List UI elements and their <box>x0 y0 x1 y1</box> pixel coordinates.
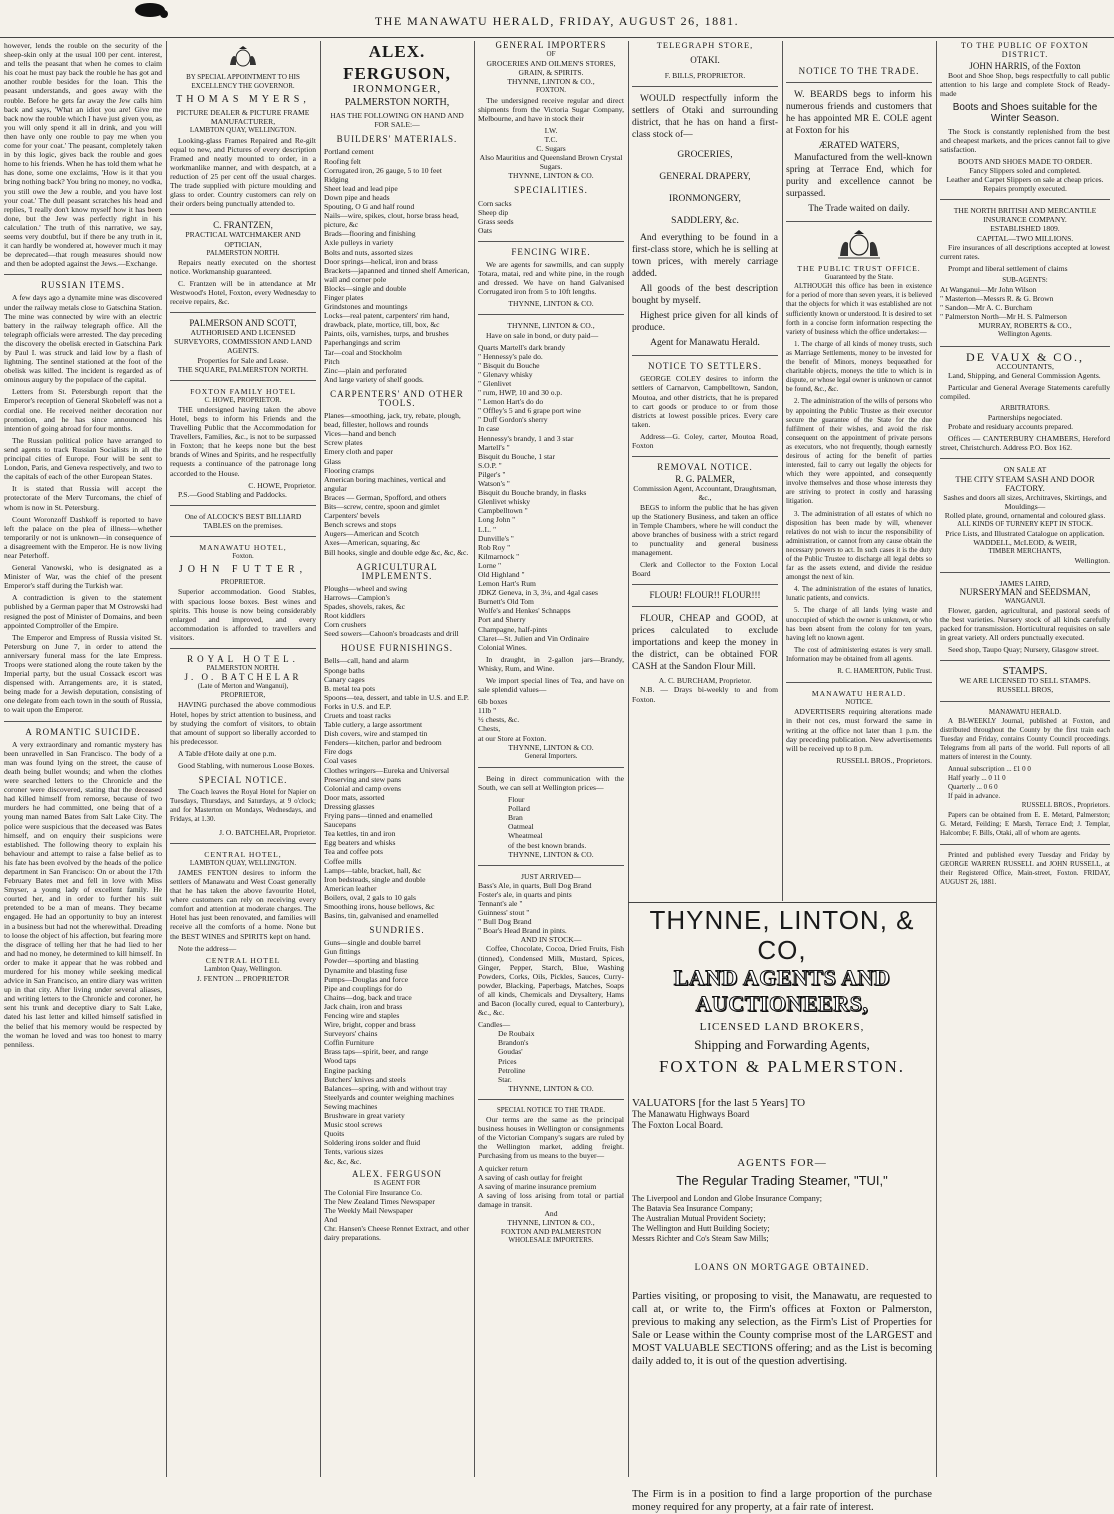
coley-address: Address—G. Coley, carter, Moutoa Road, Foxton <box>632 431 778 451</box>
fencing-heading: FENCING WIRE. <box>511 246 591 257</box>
steam-sash: THE CITY STEAM SASH AND DOOR FACTORY. <box>955 473 1095 493</box>
wide-ad-rule <box>628 902 936 903</box>
wide-brokers: LICENSED LAND BROKERS, <box>699 1021 865 1033</box>
importers-text: The undersigned receive regular and direct shipments from the Victoria Sugar Company, Melbourne, and have in stock their <box>478 95 624 123</box>
thynne-name: THYNNE, LINTON & CO., <box>507 321 595 331</box>
column-right <box>940 41 1110 1477</box>
laird-town: WANGANUI. <box>1004 596 1046 605</box>
agent-list: The Colonial Fire Insurance Co. The New Zealand Times Newspaper The Weekly Mail Newspaper And Chr. Hansen's Cheese Rennet Extract, and other dairy preparations. <box>324 1187 470 1243</box>
divider <box>478 865 624 866</box>
special-notice-heading: SPECIAL NOTICE. <box>198 775 288 786</box>
arrived-heading: JUST ARRIVED— <box>521 871 581 881</box>
divider <box>632 456 778 457</box>
wide-boards: The Manawatu Highways Board The Foxton Local Board. <box>632 1109 750 1130</box>
divider <box>940 572 1110 573</box>
wide-valuators: VALUATORS [for the last 5 Years] TO <box>632 1097 806 1109</box>
bills-text: WOULD respectfully inform the settlers of Otaki and surrounding district, that he has on hand a first-class stock of— <box>632 94 778 141</box>
partnerships: Partnerships negociated. <box>987 413 1063 423</box>
column-rule <box>474 41 475 1477</box>
burcham-note: N.B. — Drays bi-weekly to and from Foxton. <box>632 685 778 704</box>
thynne-name: THYNNE, LINTON & CO., <box>507 77 595 87</box>
telegraph-store-heading: TELEGRAPH STORE, <box>656 40 754 50</box>
ferguson-trade: IRONMONGER, <box>352 83 442 95</box>
central-hotel-address: LAMBTON QUAY, WELLINGTON. <box>189 858 297 867</box>
trust-item: 2. The administration of the wills of persons who by appointing the Public Trustee as their executor secure the guarantee of the State for the due fulfilment of their wishes, and avoid the risk consequent on the appointment of private persons as executors, who not frequently, though earnestly desirous of acting for the benefit of parties interested, fail to carry out legally the objects for which they were appointed, and consequently involve themselves and those whose interests they are striving to protect in costly and harassing litigation. <box>786 397 932 506</box>
special-trade-heading: SPECIAL NOTICE TO THE TRADE. <box>496 1105 606 1114</box>
scott-address: THE SQUARE, PALMERSTON NORTH. <box>177 364 309 374</box>
turnery: ALL KINDS OF TURNERY KEPT IN STOCK. <box>957 520 1093 529</box>
burcham-name: A. C. BURCHAM, Proprietor. <box>658 676 752 686</box>
scott-name: PALMERSON AND SCOTT, <box>189 318 297 329</box>
herald-notice-label: NOTICE. <box>845 698 873 707</box>
harris-name: JOHN HARRIS, of the Foxton <box>969 61 1081 72</box>
price-lists: Price Lists, and Illustrated Catalogue on application. <box>945 529 1105 539</box>
herald-signature: RUSSELL BROS., Proprietors. <box>1021 801 1110 810</box>
column-ferguson <box>324 41 470 1477</box>
agricultural-heading: AGRICULTURAL IMPLEMENTS. <box>356 561 438 581</box>
trust-text: ALTHOUGH this office has been in existence for a period of more than seven years, it is believed that the objects for which it was established are not sufficiently known or understood. It is desired to set forth in a concise form information respecting the variety of business which the office undertakes:— <box>786 282 932 336</box>
column-rule <box>782 41 783 901</box>
ink-blot <box>160 10 168 18</box>
house-list: Bells—call, hand and alarm Sponge baths Canary cages B. metal tea pots Spoons—tea, dessert, and table in U.S. and E.P. Forks in U.S. and E.P. Cruets and toast racks Table cutlery, a large assortment Dish covers, wire and stamped tin Fenders—kitchen, parlor and bedroom Fire dogs Coal vases Clothes wringers—Eureka and Universal Preserving and stew pans Colonial and camp ovens Door mats, assorted Dressing glasses Frying pans—tinned and enamelled Saucepans Tea kettles, tin and iron Egg beaters and whisks Tea and coffee pots Coffee mills Lamps—table, bracket, hall, &c Iron bedsteads, single and double American leather Boilers, oval, 2 gals to 10 gals Smoothing irons, house bellows, &c Basins, tin, galvanised and enamelled <box>324 656 469 921</box>
royal-arms-icon <box>226 45 260 69</box>
candles-list: De Roubaix Brandon's Goudas' Prices Petroline Star. <box>498 1029 535 1084</box>
russian-items-heading: RUSSIAN ITEMS. <box>40 280 125 291</box>
coley-text: GEORGE COLEY desires to inform the settlers of Carnarvon, Campbelltown, Sandon, Moutoa, and other districts, that he is prepared to cart goods or produce to or from those districts at lowest possible prices. Every care taken. <box>632 374 778 429</box>
importers-heading: GENERAL IMPORTERS <box>495 40 607 50</box>
instock-heading: AND IN STOCK— <box>520 935 582 945</box>
importers-of: OF <box>546 50 556 59</box>
fencing-text: We are agents for sawmills, and can supply Totara, matai, red and white pine, in the rough and dressed. We have on hand Galvanised Corrugated iron from 5 to 10ft lengths. <box>478 259 624 297</box>
divider <box>478 767 624 768</box>
builders-heading: BUILDERS' MATERIALS. <box>336 134 458 145</box>
devaux-particular: Particular and General Average Statements carefully compiled. <box>940 382 1110 401</box>
case-list: Hennessy's brandy, 1 and 3 star Martell's " Bisquit du Bouche, 1 star S.O.P. " Pilger's " Watson's " Bisquit du Bouche brandy, in flasks Glenlivet whisky Campbelltown " Long John " L.L. " Dunville's " Rob Roy " Kilmarnock " Lorne " Old Highland " Lemon Hart's Rum JDKZ Geneva, in 3, 3¼, and 4gal cases Burnett's Old Tom Wolfe's and Henkes' Schnapps Port and Sherry Champagne, half-pints Claret—St. Julien and Vin Ordinaire Colonial Wines. <box>478 433 598 652</box>
wholesale-importers: WHOLESALE IMPORTERS. <box>508 1236 594 1245</box>
devaux-name: DE VAUX & CO., <box>966 349 1084 364</box>
russian-item: The Emperor and Empress of Russia visited St. Petersburg on June 7, in order to attend the anniversary funeral mass for the late Empress. Troops were stationed along the route taken by the Imperial party, but the usual Cossack escort was dispensed with. Arrangements are, it is stated, being made for a Jewish deputation, consisting of one delegate from each town in the south of Russia, to wait upon the Emperor. <box>4 632 162 715</box>
fenton-text: JAMES FENTON desires to inform the settlers of Manawatu and West Coast generally that he has taken the above favourite Hotel, where customers can rely on receiving every comfort and attention at moderate charges. The Hotel has just been renovated, and families will receive all the comforts of a home. None but the BEST WINES and SPIRITS kept on hand. <box>170 867 316 941</box>
sundries-heading: SUNDRIES. <box>369 925 425 936</box>
wellington-text: Being in direct communication with the South, we can sell at Wellington prices— <box>478 773 624 792</box>
column-rule <box>936 41 937 1477</box>
beard-text-2: Manufactured from the well-known spring at Terrace End, which for purity and excellence cannot be surpassed. <box>786 153 932 200</box>
ferguson-name: ALEX. FERGUSON, <box>343 42 451 83</box>
bills-text-2: And everything to be found in a first-class store, which he is selling at town prices, with merely carriage added. <box>632 233 778 280</box>
column-otaki <box>632 41 778 901</box>
draught-text: In draught, in 2-gallon jars—Brandy, Whisky, Rum, and Wine. <box>478 654 624 673</box>
tea-text: We import special lines of Tea, and have on sale splendid values— <box>478 676 624 695</box>
divider <box>4 721 162 722</box>
divider <box>632 584 778 585</box>
sashes: Sashes and doors all sizes, Architraves, Skirtings, and Mouldings— <box>943 492 1107 511</box>
wide-firm: THYNNE, LINTON, & CO, <box>649 905 915 965</box>
batchelar-late: (Late of Merton and Wanganui), <box>197 682 289 691</box>
royal-hotel-heading: ROYAL HOTEL. <box>187 653 299 664</box>
fenton-signature: J. FENTON ... PROPRIETOR <box>196 973 290 983</box>
divider <box>940 660 1110 661</box>
batchelar-proprietor: PROPRIETOR, <box>220 691 266 700</box>
wide-loans: LOANS ON MORTGAGE OBTAINED. <box>694 1262 870 1272</box>
flour-heading: FLOUR! FLOUR!! FLOUR!!! <box>649 590 761 601</box>
removal-heading: REMOVAL NOTICE. <box>657 462 753 473</box>
masthead-title: THE MANAWATU HERALD, FRIDAY, AUGUST 26, 1881. <box>374 14 740 28</box>
bills-agent: Agent for Manawatu Herald. <box>650 338 760 349</box>
column-rule <box>628 41 629 1477</box>
herald-notice-text: ADVERTISERS requiring alterations made in their not ces, must forward the same in writing at the office not later than 1 p.m. the day preceding publication. New advertisements will be received up to 8 p.m. <box>786 707 932 753</box>
stabling: Good Stabling, with numerous Loose Boxes. <box>178 761 315 770</box>
frantzen-address: PALMERSTON NORTH. <box>206 248 280 257</box>
flour-text: FLOUR, CHEAP and GOOD, at prices calculated to exclude importations and keep the money in the district, can be obtained FOR CASH at the Sandon Flour Mill. <box>632 614 778 673</box>
trade-text: Our terms are the same as the principal business houses in Wellington or consignments of the Victorian Company's sugars are ruled by the Wellington market, adding freight. Purchasing from us means to the buyer— <box>478 1115 624 1161</box>
nbm-fire: Fire insurances of all descriptions accepted at lowest current rates. <box>940 242 1110 261</box>
divider <box>4 274 162 275</box>
trust-item: 3. The administration of all estates of which no disposition has been made by will, whenever relatives do not wish to incur the responsibility of administration, or cannot from any cause obtain the necessary powers to act. In such cases it is the duty of the Public Trustee to discharge all legal debts so far as the assets extend, and divide the residue amongst the next of kin. <box>786 509 932 582</box>
specialities-heading: SPECIALITIES. <box>514 185 588 196</box>
timber-merchants: TIMBER MERCHANTS, <box>988 547 1062 556</box>
myers-trade: PICTURE DEALER & PICTURE FRAME MANUFACTURER, <box>176 108 310 127</box>
palmer-text: BEGS to inform the public that he has given up the Stationery Business, and taken an office in Temple Chambers, where he will conduct the above branches of business with a strict regard to punctuality and general business management. <box>632 502 778 557</box>
russian-item: Letters from St. Petersburgh report that the Emperor's reception of General Skobeleff was not a cordial one. He received neither decoration nor promotion, and he has since announced his intention of going abroad for four months. <box>4 387 162 433</box>
aerated-waters: ÆRATED WATERS, <box>818 141 900 152</box>
column-rule <box>166 41 167 1477</box>
thynne-name: THYNNE, LINTON & CO. <box>508 849 594 859</box>
divider <box>170 214 316 215</box>
palmer-clerk: Clerk and Collector to the Foxton Local Board <box>632 560 778 579</box>
thynne-name: THYNNE, LINTON & CO. <box>508 1083 594 1093</box>
ferguson-town: PALMERSTON NORTH, <box>344 97 450 109</box>
divider <box>632 606 778 607</box>
batchelar-name: J. O. BATCHELAR <box>184 672 302 683</box>
papers-agents: Papers can be obtained from E. E. Metard, Palmerston; G. Metard, Feilding; E Marsh, Terrace End; J. Templar, Halcombe; F. Bills, Otaki, all of whom are agents. <box>940 810 1110 837</box>
russian-item: General Vanowski, who is designated as a Minister of War, was the chief of the present Emperor's staff during the Turkish war. <box>4 563 162 591</box>
wide-shipping: Shipping and Forwarding Agents, <box>694 1037 870 1052</box>
thynne-name: THYNNE, LINTON & CO. <box>508 171 594 181</box>
frantzen-trade: PRACTICAL WATCHMAKER AND OPTICIAN, <box>185 230 301 249</box>
sundries-list: Guns—single and double barrel Gun fittings Powder—sporting and blasting Dynamite and blasting fuse Pumps—Douglas and force Pipe and couplings for do Chains—dog, back and trace Jack chain, iron and brass Fencing wire and staples Wire, bright, copper and brass Surveyors' chains Coffin Furniture Brass taps—spirit, beer, and range Wood taps Engine packing Butchers' knives and steels Balances—spring, with and without tray Steelyards and counter weighing machines Sewing machines Brushware in great variety Music stool screws Quoits Soldering irons solder and fluid Tents, various sizes &c, &c, &c. <box>324 938 454 1166</box>
otaki-heading: OTAKI. <box>690 55 720 66</box>
beard-text: W. BEARDS begs to inform his numerous friends and customers that he has appointed MR E. COLE agent at Foxton for his <box>786 90 932 137</box>
harris-fancy: Fancy Slippers soled and completed. <box>969 165 1081 175</box>
waddell-name: WADDELL, McLEOD, & WEIR, <box>973 538 1077 548</box>
trade-notice-heading: NOTICE TO THE TRADE. <box>798 66 920 76</box>
sub-agents-heading: SUB-AGENTS: <box>1002 275 1048 284</box>
coach-signature: J. O. BATCHELAR, Proprietor. <box>219 827 316 837</box>
wide-parties: Parties visiting, or proposing to visit, the Manawatu, are requested to call at, or write to, the Firm's offices at Foxton or Palmerston, previous to making any selection, as the Firm's List of Properties for Sale or Lease within the County comprise most of the LARGEST and MOST VALUABLE SECTIONS offering; and as the List is becoming daily added to, it is out of the question advertising. <box>632 1291 932 1367</box>
arbitrators: ARBITRATORS. <box>1000 404 1050 412</box>
murray-town: Wellington Agents. <box>998 330 1052 339</box>
harris-leather: Leather and Carpet Slippers on sale at cheap prices. <box>946 175 1104 185</box>
divider <box>632 86 778 87</box>
palmer-trade: Commission Agent, Accountant, Draughtsman, &c., <box>633 484 777 503</box>
divider <box>170 648 316 649</box>
wide-steamer: The Regular Trading Steamer, "TUI," <box>676 1173 888 1188</box>
divider <box>170 536 316 537</box>
trust-item: 4. The administration of the estates of lunatics, lunatic patients, and convicts. <box>786 585 932 603</box>
probate: Probate and residuary accounts prepared. <box>948 422 1074 432</box>
thynne-name: THYNNE, LINTON & CO., <box>507 1218 595 1228</box>
frantzen-text: C. Frantzen will be in attendance at Mr Westwood's Hotel, Foxton, every Wednesday to receive repairs, &c. <box>170 278 316 307</box>
laird-name: JAMES LAIRD, <box>999 578 1051 588</box>
carpenters-list: Planes—smoothing, jack, try, rebate, plough, bead, fillester, hollows and rounds Vices—hand and bench Screw plates Emery cloth and paper Glass Flooring cramps American boring machines, vertical and angular Braces — German, Spofford, and others Bits—screw, centre, spoon and gimlet Carpenters' bevels Bench screws and stops Augers—American and Scotch Axes—American, squaring, &c Bill hooks, single and double edge &c, &c, &c. <box>324 411 469 557</box>
divider <box>940 701 1110 702</box>
table-dhote: A Table d'Hote daily at one p.m. <box>178 748 277 758</box>
public-heading: TO THE PUBLIC OF FOXTON DISTRICT. <box>961 41 1089 60</box>
divider <box>632 355 778 356</box>
column-news <box>4 41 162 1477</box>
laird-text: Flower, garden, agricultural, and pastoral seeds of the best varieties. Nursery stock of all kinds carefully packed for transmission. Horticultural requisites on sale in great variety. All orders punctually executed. <box>940 605 1110 643</box>
carpenters-heading: CARPENTERS' AND OTHER TOOLS. <box>330 388 464 408</box>
bond-text: Have on sale in bond, or duty paid— <box>486 330 599 340</box>
agricultural-list: Ploughs—wheel and swing Harrows—Campion's Spades, shovels, rakes, &c Root kiddlers Corn crushers Seed sowers—Cahoon's broadcasts and drill <box>324 583 459 639</box>
romantic-suicide-story: A very extraordinary and romantic mystery has been unravelled in San Francisco. The body of a man was found lying on the street, the cause of death being bullet wounds; and when the clothes were searched letters to the Chronicle and the coroner were discovered, stating that the deceased had killed himself from remorse, because of two murders he had committed, one being that of a young man named Bates from Salt Lake City. The police were suspicious that the deceased was Bates himself, and on enquiry their suspicions were established. The following theory to explain his behaviour and attempt to raise a false belief as to his fate has been evolved by the heads of the police department in San Francisco: On or about the 17th February Bates met and fell in love with Miss Smyser, a young lady of excellent family. He courted her, and in order to further his suit pretended to be a man of means. They became engaged. He had an opportunity to buy an interest in a business but had not the wherewithal. Dreading to loose the object of his affection, but fearing more the disgrace of telling her that he had lied to her and had no money, he determined to kill himself. In order to make it appear that he was robbed and murdered for his money while seeking medical advice in San Francisco, an entire diary was written up in that city. After living under several aliases, and writing letters to the Chronicle and coroner, he sent his trunk and deceptive diary to Salt Lake, dated his last letter and killed himself satisfied in the belief that his memory would be respected by the woman he loved and was too honest to marry penniless. <box>4 739 162 1049</box>
nbm-capital: CAPITAL—TWO MILLIONS. <box>976 233 1074 243</box>
divider <box>940 844 1110 845</box>
trust-cost: The cost of administering estates is very small. Information may be obtained from all agents. <box>786 645 932 663</box>
futter-name: JOHN FUTTER, <box>178 564 308 576</box>
and-word: And <box>544 1208 558 1218</box>
herald-notice-heading: MANAWATU HERALD. <box>811 689 907 699</box>
trust-item: 5. The charge of all lands lying waste and unoccupied of which the owner is unknown, or who has been absent from the colony for ten years, having left no known agent. <box>786 606 932 642</box>
russian-item: The Russian political police have arranged to send agents to track Russian Socialists in all the principal cities of Europe. Four will be sent to London, Paris, and Geneva respectively, and two to the capitals of each of the other European States. <box>4 435 162 482</box>
flour-list: Flour Pollard Bran Oatmeal Wheatmeal of the best known brands. <box>508 795 587 850</box>
russian-item: It is stated that Russia will accept the protectorate of the Merv Turcomans, the chief of whom is now in St. Petersburg. <box>4 484 162 512</box>
thynne-name: THYNNE, LINTON & CO. <box>508 742 594 752</box>
herald-heading: MANAWATU HERALD. <box>988 707 1062 716</box>
rolled-glass: Rolled plate, ground, ornamental and coloured glass. <box>944 510 1106 520</box>
divider <box>478 314 624 315</box>
house-heading: HOUSE FURNISHINGS. <box>340 643 453 654</box>
agent-for: IS AGENT FOR <box>373 1178 421 1187</box>
tea-list: 6lb boxes 11lb " ½ chests, &c. Chests, <box>478 697 520 734</box>
fenton-hotel: CENTRAL HOTEL <box>205 955 281 965</box>
thynne-town: FOXTON. <box>535 86 566 95</box>
manawatu-hotel-town: Foxton. <box>232 552 254 561</box>
myers-address: LAMBTON QUAY, WELLINGTON. <box>189 126 297 135</box>
foxton-palmerston: FOXTON AND PALMERSTON <box>500 1227 602 1237</box>
harris-boots: Boots and Shoes suitable for the Winter Season. <box>952 101 1098 124</box>
bills-goods: GROCERIES, GENERAL DRAPERY, IRONMONGERY, SADDLERY, &c. <box>659 150 751 227</box>
foxton-hotel-heading: FOXTON FAMILY HOTEL <box>190 386 296 396</box>
harris-repairs: Repairs promptly executed. <box>983 184 1067 194</box>
harris-text: Boot and Shoe Shop, begs respectfully to call public attention to his large and complete Stock of Ready-made <box>940 71 1110 99</box>
instock-text: Coffee, Chocolate, Cocoa, Dried Fruits, Fish (tinned), Condensed Milk, Mustard, Spices, Ginger, Pepper, Starch, Blue, Washing Powders, Corks, Oils, Pickles, Sauces, Curry-powder, Blacking, Paperbags, Matches, Soaps of all kinds, Chemicals and Drysaltery, Hams and Bacon (locally cured, equal to Canterbury), &c., &c. <box>478 944 624 1018</box>
howe-signature: C. HOWE, Proprietor. <box>248 480 316 490</box>
russell-name: RUSSELL BROS, <box>996 685 1054 695</box>
harris-made: BOOTS AND SHOES MADE TO ORDER. <box>957 156 1093 166</box>
thynne-name: THYNNE, LINTON & CO. <box>508 299 594 309</box>
coach-text: The Coach leaves the Royal Hotel for Napier on Tuesdays, Thursdays, and Saturdays, at 9 o'clock; and for Masterton on Mondays, Wednesdays, and Fridays, at 1.30. <box>170 788 316 824</box>
candles-heading: Candles— <box>478 1020 511 1030</box>
royal-arms-icon <box>834 228 884 260</box>
nbm-prompt: Prompt and liberal settlement of claims <box>948 263 1068 273</box>
on-sale-heading: ON SALE AT <box>1003 465 1047 475</box>
bills-text-4: Highest price given for all kinds of produce. <box>632 311 778 334</box>
billiard-note: One of ALCOCK'S BEST BILLIARD TABLES on the premises. <box>184 511 302 530</box>
divider <box>786 221 932 222</box>
trust-sub: Guaranteed by the State. <box>824 273 894 282</box>
column-rule <box>320 41 321 1477</box>
stamps-text: WE ARE LICENSED TO SELL STAMPS. <box>959 676 1091 686</box>
specialities-list: Corn sacks Sheep dip Grass seeds Oats <box>478 198 514 235</box>
trust-signature: R. C. HAMERTON, Public Trust. <box>837 667 932 676</box>
wide-trade: LAND AGENTS AND AUCTIONEERS, <box>673 965 891 1016</box>
devaux-accountants: ACCOUNTANTS, <box>996 361 1054 371</box>
scott-trade: AUTHORISED AND LICENSED SURVEYORS, COMMISSION AND LAND AGENTS. <box>174 328 312 356</box>
thynne-land-agents-ad <box>632 905 932 1514</box>
wide-companies: The Liverpool and London and Globe Insurance Company; The Batavia Sea Insurance Company; The Australian Mutual Provident Society; The Wellington and Hutt Building Society; Messrs Richter and Co's Steam Saw Mills; <box>632 1194 822 1243</box>
bond-list: Quarts Martell's dark brandy " Hennessy's pale do. " Bisquit du Bouche " Glenavy whisky " Glenlivet " rum, HWP, 10 and 30 o.p. " Lemon Hart's do do " Offley's 5 and 6 grape port wine " Duff Gordon's sherry <box>478 342 581 425</box>
central-hotel-heading: CENTRAL HOTEL, <box>204 849 282 859</box>
masthead <box>0 0 1114 40</box>
royal-hotel-town: PALMERSTON NORTH. <box>206 664 280 673</box>
masthead-rule <box>0 37 1114 38</box>
divider <box>170 505 316 506</box>
scott-text: Properties for Sale and Lease. <box>197 355 289 365</box>
fenton-address: Lambton Quay, Wellington. <box>204 964 282 973</box>
wide-firm-position: The Firm is in a position to find a large proportion of the purchase money required for any property, at a fair rate of interest. <box>632 1489 932 1513</box>
bills-proprietor: F. BILLS, PROPRIETOR. <box>664 71 746 81</box>
futter-proprietor: PROPRIETOR. <box>220 578 266 587</box>
waddell-town: Wellington. <box>1074 556 1110 566</box>
divider <box>786 682 932 683</box>
sugar-list: I.W. T.C. C. Sugars Also Mauritius and Queensland Brown Crystal Sugars. <box>479 125 623 172</box>
russian-item: Count Woronzoff Dashkoff is reported to have left the palace on the plea of illness—whether temporarily or not is unknown—in consequence of a disagreement with the Emperor. He is now living near Peterhoff. <box>4 514 162 560</box>
harris-text-2: The Stock is constantly replenished from the best and cheapest markets, and the prices cannot fail to give satisfaction. <box>940 126 1110 154</box>
trust-heading: THE PUBLIC TRUST OFFICE. <box>797 264 921 274</box>
nbm-heading: THE NORTH BRITISH AND MERCANTILE INSURANCE COMPANY. <box>953 206 1097 225</box>
settlers-heading: NOTICE TO SETTLERS. <box>648 361 762 372</box>
divider <box>170 312 316 313</box>
subscription-rates: Annual subscription ... £1 0 0 Half yearly ... 0 11 0 Quarterly ... 0 6 0 If paid in advance. <box>948 765 1031 801</box>
futter-text: Superior accommodation. Good Stables, with spacious loose boxes. Best wines and spirits. This house is now being considerably enlarged and improved, and every accommodation is afforded to travellers and visitors. <box>170 587 316 642</box>
jew-story: however, lends the rouble on the security of the sheep-skin only at the usual 100 per cent. interest, and tells the peasant that when he comes to claim his coat he must pay back the rouble he has got and another rouble besides for the loan. This the peasant understands, and goes away with the rouble. Before he gets far away the Jew calls him back and says, 'What an idiot you are! Give me back now the rouble which I have just given you, as you will only spend it all in drink, and you will then have only one rouble to pay me when you come for your coat.' The peasant, completely taken in by this logic, gives back the rouble and goes home to his friends. When he has told them what he has done, some one exclaims, 'How is it that you bring nothing back? You bring no money, no vodka, you still owe the Jew a rouble, and you have lost your coat.' The dull peasant scratches his head and replies, 'I really don't know myself how it has been done, but the Jew was perfectly right in his calculation.' The truth of this narrative, we say, seems very doubtful, but if there be any truth in it, it can hardly be wondered at, however much it may be deprecated—that rough measures should now and then be adopted against the Jews.—Exchange. <box>4 41 162 269</box>
laird-trade: NURSERYMAN and SEEDSMAN, <box>959 586 1091 597</box>
russian-item: A contradiction is given to the statement published by a German paper that M Ostrowski had resigned the post of Minister of Domains, and been appointed Comptroller of the Empire. <box>4 593 162 630</box>
herald-notice-signature: RUSSELL BROS., Proprietors. <box>836 755 932 765</box>
frantzen-name: C. FRANTZEN, <box>213 220 273 231</box>
divider <box>940 346 1110 347</box>
builders-list: Portland cement Roofing felt Corrugated iron, 26 gauge, 5 to 10 feet Ridging Sheet lead and lead pipe Down pipe and heads Spouting, O G and half round Nails—wire, spikes, clout, horse brass head, picture, &c Brads—flooring and finishing Axle pulleys in variety Bolts and nuts, assorted sizes Door springs—helical, iron and brass Brackets—japanned and tinned shelf American, wall and corner pole Blocks—single and double Finger plates Grindstones and mountings Locks—real patent, carpenters' rim hand, drawback, plate, mortice, till, box, &c Paints, oils, varnishes, turps, and brushes Paperhangings and scrim Tar—coal and Stockholm Pitch Zinc—plain and perforated And large variety of shelf goods. <box>324 147 470 384</box>
general-importers: General Importers. <box>524 751 578 760</box>
offices: Offices — CANTERBURY CHAMBERS, Hereford street, Christchurch. Address P.O. Box 162. <box>940 434 1110 453</box>
divider <box>170 380 316 381</box>
case-text: In case <box>478 424 500 434</box>
stamps-heading: STAMPS. <box>1002 665 1048 678</box>
importers-goods: GROCERIES AND OILMEN'S STORES, GRAIN, & SPIRITS. <box>486 59 616 78</box>
trust-item: 1. The charge of all kinds of money trusts, such as Marriage Settlements, money to be invested for the benefit of Minors, moneys bequeathed for charitable objects, moneys the title to which is in dispute, or whose legal owner is unknown or cannot be found, &c., &c. <box>786 339 932 394</box>
wide-towns: FOXTON & PALMERSTON. <box>658 1057 906 1076</box>
wide-agents-for: AGENTS FOR— <box>737 1157 827 1169</box>
palmer-name: R. G. PALMER, <box>675 474 735 485</box>
arrived-text: Bass's Ale, in quarts, Bull Dog Brand Foster's ale, in quarts and pints Tennant's ale " Guinness' stout " " Bull Dog Brand " Boar's Head Brand in pints. <box>478 880 592 936</box>
howe-proprietor: C. HOWE, PROPRIETOR. <box>204 395 282 404</box>
tea-store: at our Store at Foxton. <box>478 733 547 743</box>
has-following: HAS THE FOLLOWING ON HAND AND FOR SALE:— <box>330 111 464 130</box>
romantic-suicide-heading: A ROMANTIC SUICIDE. <box>25 726 141 737</box>
divider <box>478 241 624 242</box>
divider <box>786 82 932 83</box>
howe-ps: P.S.—Good Stabling and Paddocks. <box>178 489 287 499</box>
devaux-land: Land, Shipping, and General Commission Agents. <box>948 370 1101 380</box>
howe-text: THE undersigned having taken the above Hotel, begs to inform his Friends and the Travelling Public that the Accommodation for Travellers, Families, &c., is not to be surpassed in Foxton; that he keeps none but the best brands of Wines and Spirits, and he respectfully requests a continuance of the patronage long accorded to the House. <box>170 404 316 478</box>
sub-agents-list: At Wanganui—Mr John Wilson " Masterton—Messrs R. & G. Brown " Sandon—Mr A. C. Burcham " Palmerston North—Mr H. S. Palmerson <box>940 284 1067 322</box>
divider <box>940 458 1110 459</box>
column-ads-hotels <box>170 41 316 1477</box>
nbm-established: ESTABLISHED 1809. <box>990 224 1060 234</box>
imprint: Printed and published every Tuesday and Friday by GEORGE WARREN RUSSELL and JOHN RUSSELL, at their Registered Office, Main-street, Foxton. FRIDAY, AUGUST 26, 1881. <box>940 850 1110 887</box>
laird-shop: Seed shop, Taupo Quay; Nursery, Glasgow street. <box>948 645 1099 655</box>
russian-item: A few days ago a dynamite mine was discovered under the railway metals close to Gatschina Station. The mine was connected by wire with an electric battery in the railway telegraph office. All the telegraph officials were arrested. The day preceding the discovery the obelisk erected in Gatschina Park by Paul I. was struck and laid low by a flash of lightning. The sentinel stationed at the foot of the obelisk was killed. The incident is regarded as of ominous augury by the populace of the capital. <box>4 293 162 385</box>
myers-name: THOMAS MYERS, <box>176 94 310 106</box>
divider <box>478 1099 624 1100</box>
manawatu-hotel-heading: MANAWATU HOTEL, <box>199 543 287 553</box>
frantzen-text: Repairs neatly executed on the shortest notice. Workmanship guaranteed. <box>170 257 316 276</box>
fenton-note: Note the address— <box>178 943 237 953</box>
murray-name: MURRAY, ROBERTS & CO., <box>978 321 1072 331</box>
appointment-line: BY SPECIAL APPOINTMENT TO HIS EXCELLENCY THE GOVERNOR. <box>186 73 300 91</box>
herald-text: A BI-WEEKLY Journal, published at Foxton, and distributed throughout the County by the first train each Tuesday and Friday, contains County Council proceedings. Telegrams from all parts of the world. Full reports of all matters of interest in the County. <box>940 716 1110 761</box>
column-thynne <box>478 41 624 1477</box>
beard-text-3: The Trade waited on daily. <box>808 204 910 215</box>
bills-text-3: All goods of the best description bought by myself. <box>632 284 778 307</box>
column-notices <box>786 41 932 901</box>
batchelar-text: HAVING purchased the above commodious Hotel, hopes by strict attention to business, and by studying the comfort of visitors, to obtain that amount of support so liberally accorded to his predecessor. <box>170 700 316 746</box>
ferguson-name-2: ALEX. FERGUSON <box>351 1168 442 1179</box>
divider <box>940 199 1110 200</box>
divider <box>170 843 316 844</box>
trade-list: A quicker return A saving of cash outlay for freight A saving of marine insurance premium A saving of loss arising from total or partial damage in transit. <box>478 1163 624 1209</box>
myers-text: Looking-glass Frames Repaired and Re-gilt equal to new, and Pictures of every description Framed and neatly mounted to order, in a workmanlike manner, and with despatch, at a reduction of 25 per cent off the usual charges. The trade supplied with picture moulding and glass to order. Country customers can rely on their orders being punctually attended to. <box>170 135 316 209</box>
